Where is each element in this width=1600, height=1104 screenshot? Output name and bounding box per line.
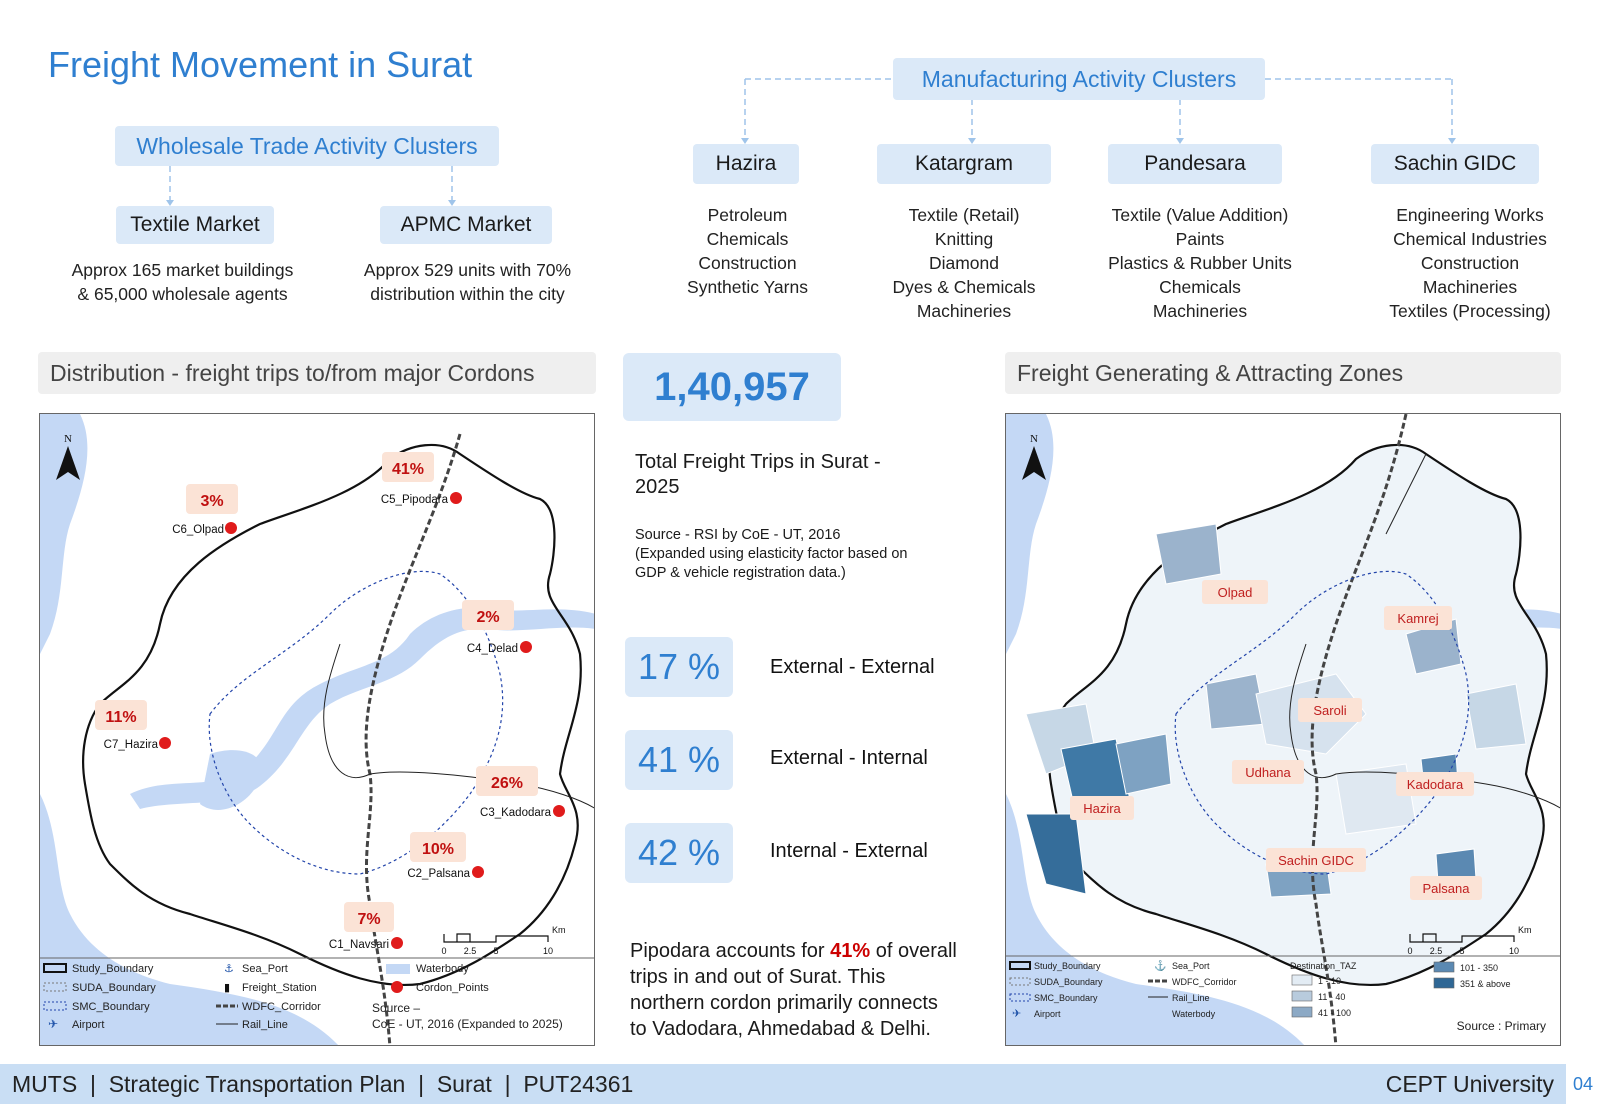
katargram-box: Katargram — [877, 144, 1051, 184]
svg-text:0: 0 — [1407, 946, 1413, 956]
svg-text:WDFC_Corridor: WDFC_Corridor — [1172, 977, 1237, 987]
cordon-name-palsana: C2_Palsana — [407, 868, 470, 880]
distribution-header: Distribution - freight trips to/from major Cordons — [38, 352, 596, 394]
cordon-point-pipodara — [450, 492, 462, 504]
svg-text:Kadodara: Kadodara — [1406, 777, 1464, 792]
cordon-pct-delad: 2% — [476, 609, 500, 626]
cordon-point-delad — [520, 641, 532, 653]
zones-sea-port-icon: ⚓ — [1154, 961, 1167, 972]
svg-text:Rail_Line: Rail_Line — [1172, 993, 1210, 1003]
cordon-name-olpad: C6_Olpad — [172, 524, 224, 536]
svg-text:1 - 10: 1 - 10 — [1318, 976, 1342, 986]
hazira-box: Hazira — [693, 144, 799, 184]
katargram-desc: Textile (Retail) Knitting Diamond Dyes & Chemicals Machineries — [892, 205, 1036, 321]
cordon-map-source-2: CoE - UT, 2016 (Expanded to 2025) — [372, 1017, 563, 1031]
svg-text:Km: Km — [552, 925, 566, 935]
svg-text:Olpad: Olpad — [1217, 585, 1253, 600]
pipodara-note: Pipodara accounts for 41% of overall trips in and out of Surat. This northern cordon primarily connects to Vadodara, Ahmedabad & Delhi. — [630, 940, 957, 1040]
svg-text:101 - 350: 101 - 350 — [1460, 963, 1499, 973]
cordon-name-delad: C4_Delad — [466, 643, 518, 655]
svg-text:Rail_Line: Rail_Line — [242, 1019, 288, 1031]
zones-north-label: N — [1030, 433, 1038, 445]
zones-map — [1005, 413, 1561, 1046]
cordon-map — [39, 413, 595, 1046]
scale-bar — [444, 934, 548, 942]
cordon-pct-olpad: 3% — [200, 493, 224, 510]
split-pct-ei: 41 % — [625, 730, 733, 790]
textile-market-desc: Approx 165 market buildings & 65,000 wholesale agents — [71, 260, 294, 304]
stats-source: Source - RSI by CoE - UT, 2016 (Expanded using elasticity factor based on GDP & vehicle registration data.) — [635, 527, 908, 581]
footer-right: CEPT University — [1385, 1070, 1554, 1097]
cordon-name-pipodara: C5_Pipodara — [380, 494, 448, 506]
cordon-point-navsari — [391, 937, 403, 949]
connector-lines — [0, 0, 1600, 360]
cordon-pct-palsana: 10% — [421, 841, 455, 858]
pandesara-desc: Textile (Value Addition) Paints Plastics & Rubber Units Chemicals Machineries — [1108, 205, 1292, 321]
apmc-market-box: APMC Market — [380, 206, 552, 244]
svg-text:Airport: Airport — [1034, 1009, 1061, 1019]
svg-text:SUDA_Boundary: SUDA_Boundary — [72, 982, 156, 994]
svg-text:Kamrej: Kamrej — [1397, 611, 1439, 626]
cordon-pct-navsari: 7% — [357, 911, 381, 928]
sachin-gidc-desc: Engineering Works Chemical Industries Construction Machineries Textiles (Processing) — [1389, 205, 1551, 321]
svg-text:Waterbody: Waterbody — [1172, 1009, 1216, 1019]
freight-station-icon: ▮ — [224, 982, 231, 994]
zones-header: Freight Generating & Attracting Zones — [1005, 352, 1561, 394]
hazira-desc: Petroleum Chemicals Construction Synthetic Yarns — [687, 205, 808, 297]
svg-text:10: 10 — [1508, 946, 1520, 956]
svg-text:Destination_TAZ: Destination_TAZ — [1290, 961, 1357, 971]
svg-text:Airport: Airport — [72, 1019, 105, 1031]
page-number: 04 — [1572, 1073, 1594, 1094]
svg-text:Palsana: Palsana — [1422, 881, 1470, 896]
split-pct-ee: 17 % — [625, 637, 733, 697]
footer-left: MUTS | Strategic Transportation Plan | Surat | PUT24361 — [12, 1070, 634, 1097]
svg-text:0: 0 — [441, 946, 447, 956]
svg-text:WDFC_Corridor: WDFC_Corridor — [242, 1001, 321, 1013]
sea-port-icon: ⚓ — [224, 963, 234, 975]
svg-text:Hazira: Hazira — [1083, 801, 1121, 816]
svg-text:Study_Boundary: Study_Boundary — [1034, 961, 1101, 971]
svg-text:Study_Boundary: Study_Boundary — [72, 963, 154, 975]
north-label: N — [64, 433, 72, 445]
svg-text:Sea_Port: Sea_Port — [242, 963, 288, 975]
svg-text:SMC_Boundary: SMC_Boundary — [1034, 993, 1098, 1003]
svg-text:SMC_Boundary: SMC_Boundary — [72, 1001, 150, 1013]
sachin-gidc-box: Sachin GIDC — [1371, 144, 1539, 184]
svg-text:2.5: 2.5 — [1429, 946, 1443, 956]
svg-text:Cordon_Points: Cordon_Points — [416, 982, 489, 994]
total-trips-value: 1,40,957 — [623, 353, 841, 421]
wholesale-header: Wholesale Trade Activity Clusters — [115, 126, 499, 166]
cordon-pct-hazira: 11% — [105, 709, 137, 726]
cordon-pct-kadodara: 26% — [490, 775, 524, 792]
cordon-point-olpad — [225, 522, 237, 534]
svg-text:Sea_Port: Sea_Port — [1172, 961, 1210, 971]
zones-map-source: Source : Primary — [1456, 1019, 1546, 1033]
svg-text:5: 5 — [493, 946, 499, 956]
svg-text:351 & above: 351 & above — [1460, 979, 1511, 989]
split-label-ee: External - External — [770, 656, 935, 678]
textile-market-box: Textile Market — [116, 206, 274, 244]
cordon-name-navsari: C1_Navsari — [328, 939, 389, 951]
cordon-point-hazira — [159, 737, 171, 749]
svg-text:Udhana: Udhana — [1245, 765, 1291, 780]
svg-text:Sachin GIDC: Sachin GIDC — [1278, 853, 1354, 868]
svg-text:10: 10 — [542, 946, 554, 956]
svg-text:2.5: 2.5 — [463, 946, 477, 956]
manufacturing-header: Manufacturing Activity Clusters — [893, 58, 1265, 100]
cordon-name-kadodara: C3_Kadodara — [480, 807, 551, 819]
cordon-map-source-1: Source – — [372, 1001, 421, 1015]
svg-text:Saroli: Saroli — [1313, 703, 1347, 718]
svg-text:11 - 40: 11 - 40 — [1318, 992, 1346, 1002]
svg-text:41 - 100: 41 - 100 — [1318, 1008, 1352, 1018]
svg-text:5: 5 — [1459, 946, 1465, 956]
svg-text:Waterbody: Waterbody — [416, 963, 469, 975]
cordon-point-palsana — [472, 866, 484, 878]
cordon-name-hazira: C7_Hazira — [103, 739, 158, 751]
svg-text:Km: Km — [1518, 925, 1532, 935]
pandesara-box: Pandesara — [1108, 144, 1282, 184]
footer-bar — [0, 1064, 1566, 1104]
apmc-market-desc: Approx 529 units with 70% distribution within the city — [363, 260, 572, 304]
page-title: Freight Movement in Surat — [48, 44, 473, 85]
total-trips-label: Total Freight Trips in Surat - 2025 — [635, 451, 881, 498]
airport-icon: ✈ — [48, 1017, 59, 1031]
split-label-ie: Internal - External — [770, 840, 928, 862]
cordon-point-kadodara — [553, 805, 565, 817]
svg-text:Freight_Station: Freight_Station — [242, 982, 317, 994]
svg-text:SUDA_Boundary: SUDA_Boundary — [1034, 977, 1103, 987]
split-label-ei: External - Internal — [770, 747, 928, 769]
zones-airport-icon: ✈ — [1012, 1008, 1022, 1020]
cordon-pct-pipodara: 41% — [391, 461, 425, 478]
split-pct-ie: 42 % — [625, 823, 733, 883]
